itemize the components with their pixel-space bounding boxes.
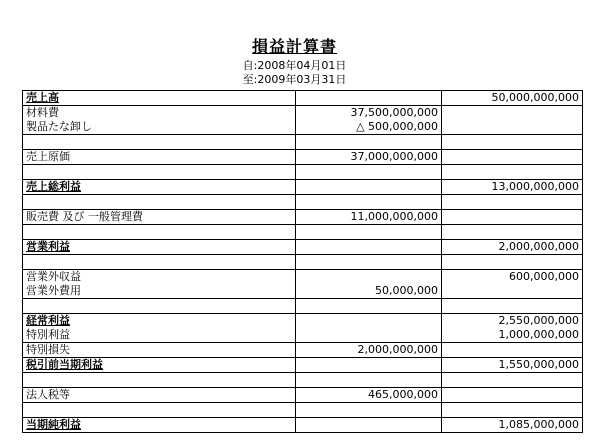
- document-title: 損益計算書: [251, 37, 337, 56]
- amount-cell-empty: [442, 210, 583, 225]
- extraordinary-loss-amount: 2,000,000,000: [296, 343, 442, 358]
- table-row-sga: [23, 210, 583, 225]
- non-operating-right-amounts: [442, 270, 583, 299]
- extraordinary-loss-label: 特別損失: [23, 343, 296, 358]
- cost-breakdown-amounts: [296, 106, 442, 135]
- table-row-income-tax: [23, 388, 583, 403]
- ordinary-labels: [23, 314, 296, 343]
- non-operating-mid-amounts: [296, 270, 442, 299]
- non-op-income-amount: 600,000,000: [509, 270, 579, 283]
- cost-of-sales-amount: 37,000,000,000: [296, 150, 442, 165]
- row-label: 売上高: [23, 91, 296, 106]
- sga-label: 販売費 及び 一般管理費: [23, 210, 296, 225]
- table-row-extraordinary-loss: [23, 343, 583, 358]
- income-tax-label: 法人税等: [23, 388, 296, 403]
- period-to: 至:2009年03月31日: [242, 73, 347, 86]
- gross-profit-amount: 13,000,000,000: [442, 180, 583, 195]
- table-row-non-operating: [23, 270, 583, 299]
- extraordinary-gain-label: 特別利益: [26, 328, 70, 341]
- row-label: 税引前当期利益: [23, 358, 296, 373]
- amount-cell-empty: [442, 106, 583, 135]
- non-op-expense-label: 営業外費用: [26, 284, 81, 297]
- amount-cell-empty: [296, 91, 442, 106]
- table-row-spacer: [23, 403, 583, 418]
- operating-income-amount: 2,000,000,000: [442, 240, 583, 255]
- ordinary-income-label: 経常利益: [26, 314, 70, 327]
- table-row-pretax-income: [23, 358, 583, 373]
- amount-cell-empty: [442, 388, 583, 403]
- table-row-cost-of-sales: [23, 150, 583, 165]
- extraordinary-gain-amount: 1,000,000,000: [498, 328, 579, 341]
- table-row-ordinary-income: [23, 314, 583, 343]
- amount-cell-empty: [296, 358, 442, 373]
- amount-cell-empty: [296, 240, 442, 255]
- amount-cell-empty: [296, 314, 442, 343]
- amount-cell-empty: [296, 180, 442, 195]
- inventory-writedown-label: 製品たな卸し: [26, 120, 92, 133]
- ordinary-amounts: [442, 314, 583, 343]
- table-row-spacer: [23, 195, 583, 210]
- non-operating-labels: [23, 270, 296, 299]
- table-row-sales: [23, 91, 583, 106]
- period-from: 自:2008年04月01日: [242, 59, 347, 72]
- net-income-amount: 1,085,000,000: [442, 418, 583, 433]
- table-row-spacer: [23, 165, 583, 180]
- sales-amount: 50,000,000,000: [442, 91, 583, 106]
- table-row-net-income: [23, 418, 583, 433]
- ordinary-income-amount: 2,550,000,000: [498, 314, 579, 327]
- table-row-gross-profit: [23, 180, 583, 195]
- table-row-operating-income: [23, 240, 583, 255]
- cost-of-sales-label: 売上原価: [23, 150, 296, 165]
- table-row-spacer: [23, 373, 583, 388]
- sga-amount: 11,000,000,000: [296, 210, 442, 225]
- row-label: 当期純利益: [23, 418, 296, 433]
- non-op-income-label: 営業外収益: [26, 270, 81, 283]
- income-tax-amount: 465,000,000: [296, 388, 442, 403]
- inventory-writedown-amount: △ 500,000,000: [356, 120, 438, 133]
- pretax-income-amount: 1,550,000,000: [442, 358, 583, 373]
- material-amount: 37,500,000,000: [350, 106, 438, 119]
- cost-breakdown-labels: [23, 106, 296, 135]
- amount-cell-empty: [442, 150, 583, 165]
- table-row-spacer: [23, 135, 583, 150]
- row-label: 売上総利益: [23, 180, 296, 195]
- table-row-cost-breakdown: [23, 106, 583, 135]
- material-label: 材料費: [26, 106, 59, 119]
- table-row-spacer: [23, 225, 583, 240]
- table-row-spacer: [23, 255, 583, 270]
- row-label: 営業利益: [23, 240, 296, 255]
- non-op-expense-amount: 50,000,000: [375, 284, 438, 297]
- amount-cell-empty: [296, 418, 442, 433]
- amount-cell-empty: [442, 343, 583, 358]
- income-statement-table: [22, 90, 583, 433]
- table-row-spacer: [23, 299, 583, 314]
